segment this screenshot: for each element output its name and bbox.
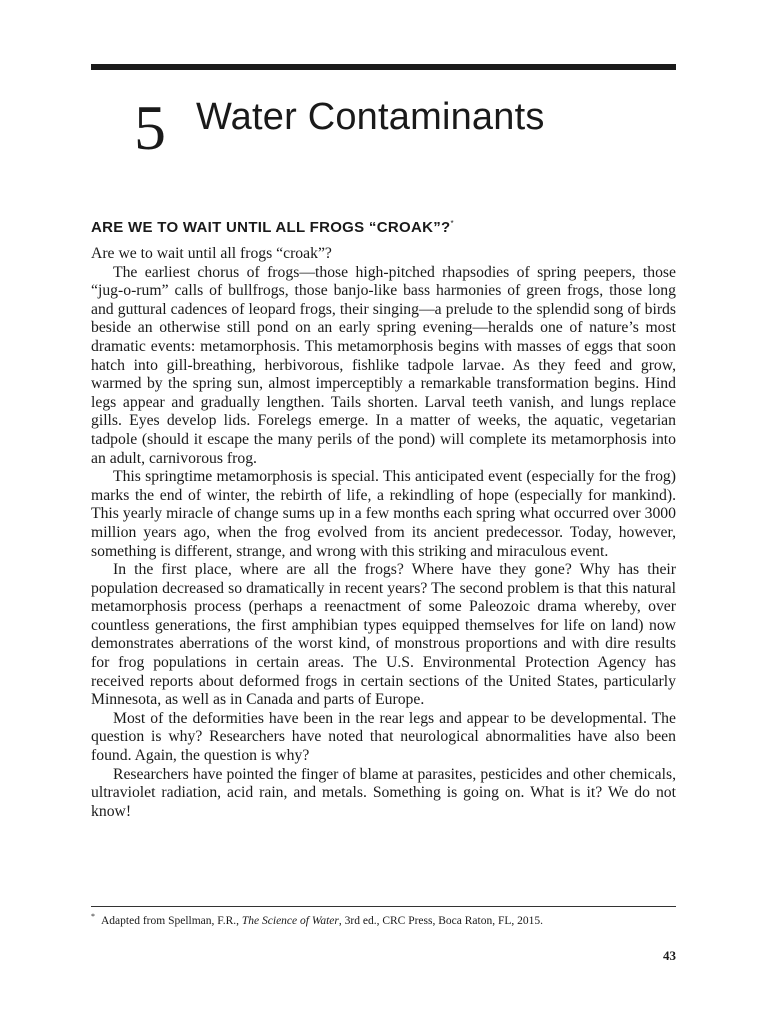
section-heading — [91, 219, 454, 236]
footnote-rule — [91, 906, 676, 907]
chapter-top-rule — [91, 64, 676, 70]
footnote — [91, 910, 676, 928]
paragraph: Most of the deformities have been in the rear legs and appear to be developmental. The question is why? Researchers have noted that neurological abnormalities have also been found. Again, the question is why? — [91, 709, 676, 765]
paragraph: This springtime metamorphosis is special. This anticipated event (especially for the frog) marks the end of winter, the rebirth of life, a rekindling of hope (especially for mankind). This yearly miracle of change sums up in a few months each spring what occurred over 3000 million years ago, when the frog evolved from its ancient predecessor. Today, however, something is different, strange, and wrong with this striking and miraculous event. — [91, 468, 676, 560]
paragraph: Are we to wait until all frogs “croak”? — [91, 245, 332, 262]
footnote-book-title: The Science of Water — [241, 914, 339, 927]
paragraph: In the first place, where are all the frogs? Where have they gone? Why has their population decreased so dramatically in recent years? The second problem is that this natural metamorphosis process (perhaps a reenactment of some Paleozoic drama whereby, over countless generations, the first amphibian types equipped themselves for life on land) now demonstrates aberrations of the worst kind, of monstrous proportions and with dire results for frog populations in certain areas. The U.S. Environmental Protection Agency has received reports about deformed frogs in certain sections of the United States, particularly Minnesota, as well as in Canada and parts of Europe. — [91, 561, 676, 709]
footnote-marker: * — [91, 912, 95, 921]
chapter-number: 5 — [134, 92, 166, 163]
footnote-prefix: Adapted from Spellman, F.R., — [101, 914, 242, 927]
chapter-title: Water Contaminants — [196, 96, 545, 138]
paragraph: The earliest chorus of frogs—those high-pitched rhapsodies of spring peepers, those “jug-o-rum” calls of bullfrogs, those banjo-like bass harmonies of green frogs, those long and guttural cadences of leopard frogs, their singing—a prelude to the splendid song of birds beside an otherwise still pond on an early spring evening—heralds one of nature’s most dramatic events: metamorphosis. This metamorphosis begins with masses of eggs that soon hatch into gill-breathing, herbivorous, fishlike tadpole larvae. As they feed and grow, warmed by the spring sun, almost imperceptibly a remarkable transformation begins. Hind legs appear and gradually lengthen. Tails shorten. Larval teeth vanish, and lungs replace gills. Eyes develop lids. Forelegs emerge. In a matter of weeks, the aquatic, vegetarian tadpole (should it escape the many perils of the pond) will complete its metamorphosis into an adult, carnivorous frog. — [91, 263, 676, 467]
body-text — [91, 245, 676, 821]
paragraph: Researchers have pointed the finger of blame at parasites, pesticides and other chemicals, ultraviolet radiation, acid rain, and metals. Something is going on. What is it? We do not know! — [91, 765, 676, 820]
page-number: 43 — [663, 948, 676, 963]
section-footnote-marker: * — [450, 219, 454, 228]
section-heading-text: ARE WE TO WAIT UNTIL ALL FROGS “CROAK”? — [91, 219, 451, 236]
footnote-suffix: , 3rd ed., CRC Press, Boca Raton, FL, 2015. — [338, 914, 544, 927]
